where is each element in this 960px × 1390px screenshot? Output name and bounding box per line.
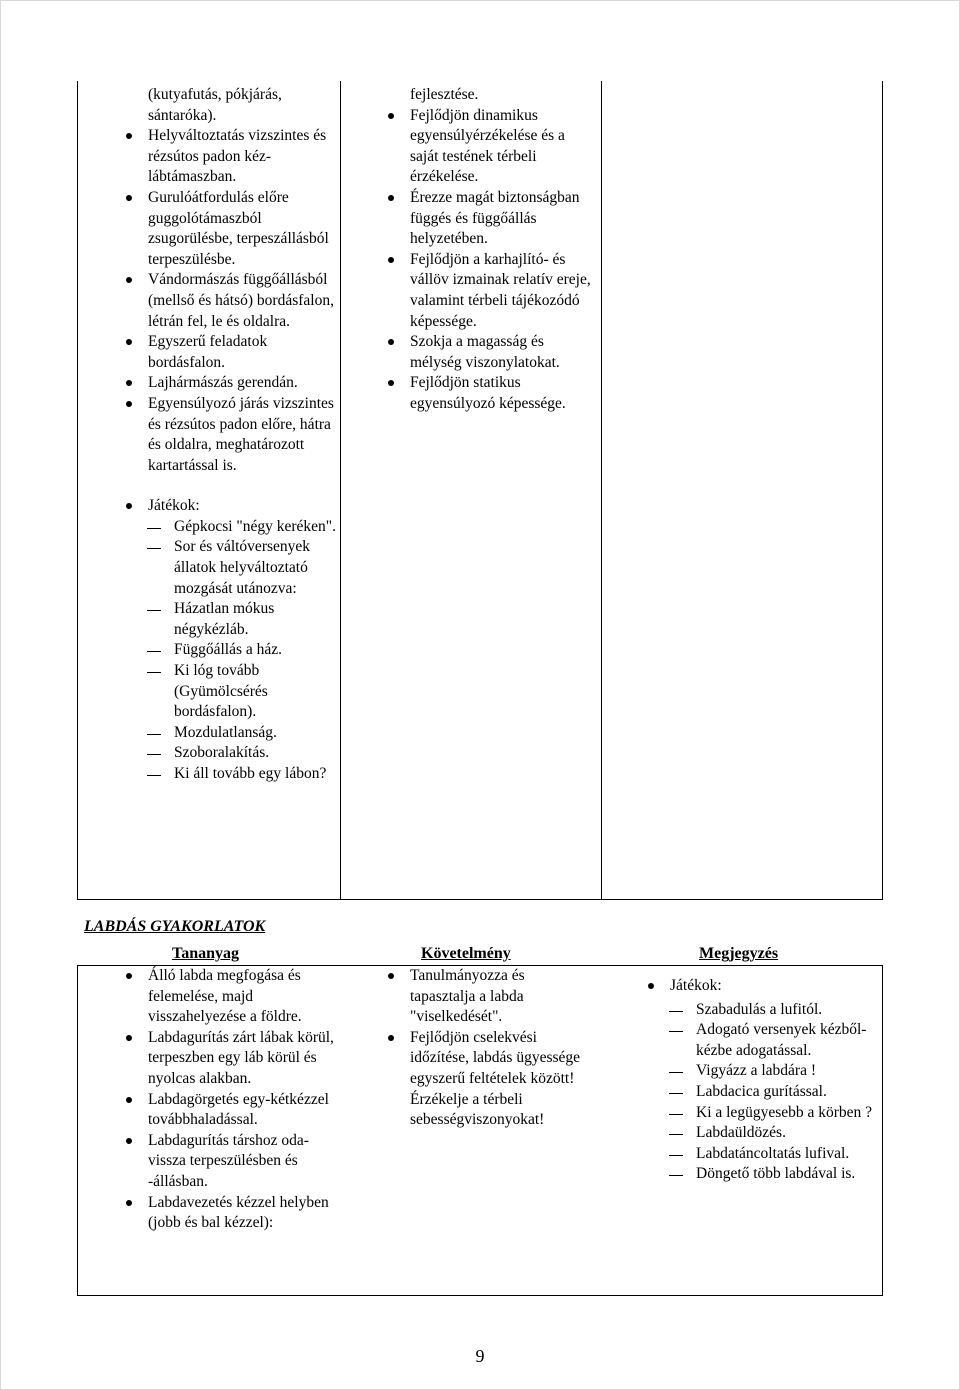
list-item: Fejlődjön a karhajlító- és vállöv izmainak relatív ereje, valamint térbeli tájékozódó képessége. bbox=[384, 250, 596, 332]
list-item: Egyensúlyozó járás vizszintes és rézsútos padon előre, hátra és oldalra, meghatározott kartartással is. bbox=[122, 394, 337, 476]
column-header-kovetelmeny: Követelmény bbox=[421, 945, 511, 962]
list-item: Ki lóg tovább (Gyümölcsérés bordásfalon). bbox=[122, 661, 337, 723]
exercise-list bbox=[122, 126, 337, 476]
list-item: Szabadulás a lufitól. bbox=[644, 1000, 880, 1021]
requirement-tail: Érzékelje a térbeli sebességviszonyokat! bbox=[410, 1090, 545, 1129]
list-item: Labdavezetés kézzel helyben (jobb és bal kézzel): bbox=[122, 1193, 337, 1234]
continuation-text: fejlesztése. bbox=[410, 86, 479, 103]
list-item: Függőállás a ház. bbox=[122, 640, 337, 661]
list-item: Helyváltoztatás vizszintes és rézsútos padon kéz-lábtámaszban. bbox=[122, 126, 337, 188]
list-item: Szokja a magasság és mélység viszonylatokat. bbox=[384, 332, 596, 373]
table2-column-tananyag bbox=[122, 966, 337, 1234]
table2-column-megjegyzes bbox=[644, 976, 880, 1185]
games-list bbox=[122, 517, 337, 785]
list-item: Házatlan mókus négykézláb. bbox=[122, 599, 337, 640]
column-header-tananyag: Tananyag bbox=[172, 945, 239, 962]
table2-column-kovetelmeny bbox=[384, 966, 584, 1131]
section-title: LABDÁS GYAKORLATOK bbox=[84, 918, 266, 935]
list-item: Gépkocsi "négy keréken". bbox=[122, 517, 337, 538]
list-item: Szoboralakítás. bbox=[122, 743, 337, 764]
list-item: Vándormászás függőállásból (mellső és hátsó) bordásfalon, létrán fel, le és oldalra. bbox=[122, 270, 337, 332]
list-item: Egyszerű feladatok bordásfalon. bbox=[122, 332, 337, 373]
list-item: Döngető több labdával is. bbox=[644, 1164, 880, 1185]
list-item: Fejlődjön statikus egyensúlyozó képessége. bbox=[384, 373, 596, 414]
page-number: 9 bbox=[475, 1346, 485, 1366]
list-item: Mozdulatlanság. bbox=[122, 723, 337, 744]
list-item: Labdatáncoltatás lufival. bbox=[644, 1144, 880, 1165]
table1-column-tananyag bbox=[122, 85, 337, 785]
list-item: Labdagörgetés egy-kétkézzel továbbhaladással. bbox=[122, 1090, 337, 1131]
list-item: Lajhármászás gerendán. bbox=[122, 373, 337, 394]
list-item: Labdagurítás zárt lábak körül, terpeszben egy láb körül és nyolcas alakban. bbox=[122, 1028, 337, 1090]
list-item: Gurulóátfordulás előre guggolótámaszból zsugorülésbe, terpeszállásból terpeszülésbe. bbox=[122, 188, 337, 270]
table1-column-kovetelmeny bbox=[384, 85, 596, 415]
list-item: Fejlődjön cselekvési időzítése, labdás ügyessége egyszerű feltételek között! bbox=[384, 1028, 584, 1090]
list-item: Labdagurítás társhoz oda-vissza terpeszülésben és -állásban. bbox=[122, 1131, 337, 1193]
list-item: Fejlődjön dinamikus egyensúlyérzékelése és a saját testének térbeli érzékelése. bbox=[384, 106, 596, 188]
games-list bbox=[644, 1000, 880, 1185]
list-item: Adogató versenyek kézből-kézbe adogatással. bbox=[644, 1020, 880, 1061]
exercise-list bbox=[122, 966, 337, 1234]
games-label: Játékok: bbox=[644, 976, 880, 997]
list-item: Labdaüldözés. bbox=[644, 1123, 880, 1144]
list-item: Álló labda megfogása és felemelése, majd visszahelyezése a földre. bbox=[122, 966, 337, 1028]
column-header-megjegyzes: Megjegyzés bbox=[699, 945, 779, 962]
list-item: Érezze magát biztonságban függés és függőállás helyzetében. bbox=[384, 188, 596, 250]
list-item: Labdacica gurítással. bbox=[644, 1082, 880, 1103]
continuation-text: (kutyafutás, pókjárás, sántaróka). bbox=[148, 86, 282, 124]
requirement-list bbox=[384, 106, 596, 415]
requirement-list bbox=[384, 966, 584, 1090]
list-item: Tanulmányozza és tapasztalja a labda "viselkedését". bbox=[384, 966, 584, 1028]
list-item: Vigyázz a labdára ! bbox=[644, 1061, 880, 1082]
list-item: Ki a legügyesebb a körben ? bbox=[644, 1103, 880, 1124]
games-label: Játékok: bbox=[122, 496, 337, 517]
list-item: Sor és váltóversenyek állatok helyváltoztató mozgását utánozva: bbox=[122, 537, 337, 599]
list-item: Ki áll tovább egy lábon? bbox=[122, 764, 337, 785]
